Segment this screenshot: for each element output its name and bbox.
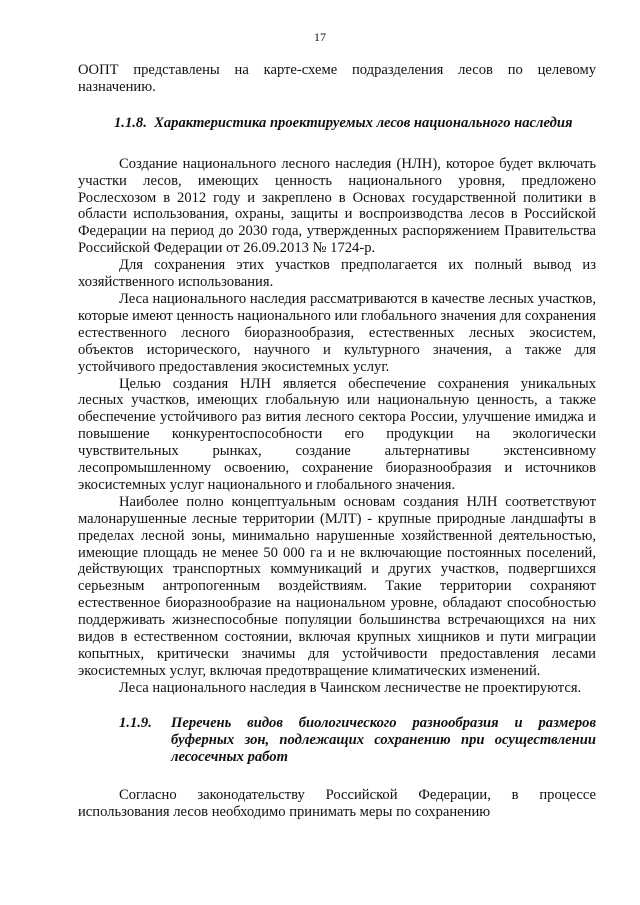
paragraph: Создание национального лесного наследия (НЛН), которое будет включать участки лесов, имеющих ценность национального уровня, предложено Рослесхозом в 2012 году и закреплено в Основах государственной политики в области использования, охраны, защиты и воспроизводства лесов в Российской Федерации на период до 2030 года, утвержденных распоряжением Правительства Российской Федерации от 26.09.2013 № 1724-р. <box>78 155 596 257</box>
section-number: 1.1.8. <box>114 114 147 131</box>
paragraph: Для сохранения этих участков предполагается их полный вывод из хозяйственного использования. <box>78 257 596 291</box>
section-heading-1-1-8 <box>78 115 596 132</box>
section-title: Перечень видов биологического разнообразия и размеров буферных зон, подлежащих сохранению при осуществлении лесосечных работ <box>171 714 596 765</box>
paragraph: Леса национального наследия в Чаинском лесничестве не проектируются. <box>119 679 582 696</box>
section-heading-1-1-9 <box>78 715 596 766</box>
paragraph: ООПТ представлены на карте-схеме подразделения лесов по целевому назначению. <box>78 62 596 95</box>
paragraph: Целью создания НЛН является обеспечение сохранения уникальных лесных участков, имеющих глобальную или национальную ценность, а также обеспечение устойчивого раз вития лесного сектора России, улучшение имиджа и повышение конкурентоспособности его продукции на экологически чувствительных рынках, создание альтернативы экстенсивному лесопромышленному освоению, сохранение биоразнообразия и источников экосистемных услуг национального и глобального значения. <box>78 375 596 493</box>
section-title: Характеристика проектируемых лесов национального наследия <box>154 114 573 131</box>
page-number: 17 <box>314 30 326 44</box>
section-number: 1.1.9. <box>119 714 152 731</box>
paragraph: Леса национального наследия рассматриваются в качестве лесных участков, которые имеют ценность национального или глобального значения для сохранения естественного лесного биоразнообразия, естественных лесных экосистем, объектов исторического, научного и культурного значения, а также для устойчивого предоставления экосистемных услуг. <box>78 290 596 375</box>
paragraph: Наиболее полно концептуальным основам создания НЛН соответствуют малонарушенные лесные территории (МЛТ) - крупные природные ландшафты в пределах лесной зоны, минимально нарушенные хозяйственной деятельностью, имеющие площадь не менее 50 000 га и не включающие постоянных поселений, действующих транспортных коммуникаций и других участков, подвергшихся серьезным антропогенным воздействиям. Такие территории сохраняют естественное биоразнообразие на национальном уровне, обладают способностью поддерживать жизнеспособные популяции большинства встречающихся на них видов в естественном состоянии, включая крупных хищников и пути миграции копытных, критически значимы для устойчивости предоставления лесами экосистемных услуг, включая предотвращение климатических изменений. <box>78 493 596 679</box>
page-content <box>78 62 596 821</box>
paragraph: Согласно законодательству Российской Федерации, в процессе использования лесов необходимо принимать меры по сохранению <box>78 787 596 821</box>
